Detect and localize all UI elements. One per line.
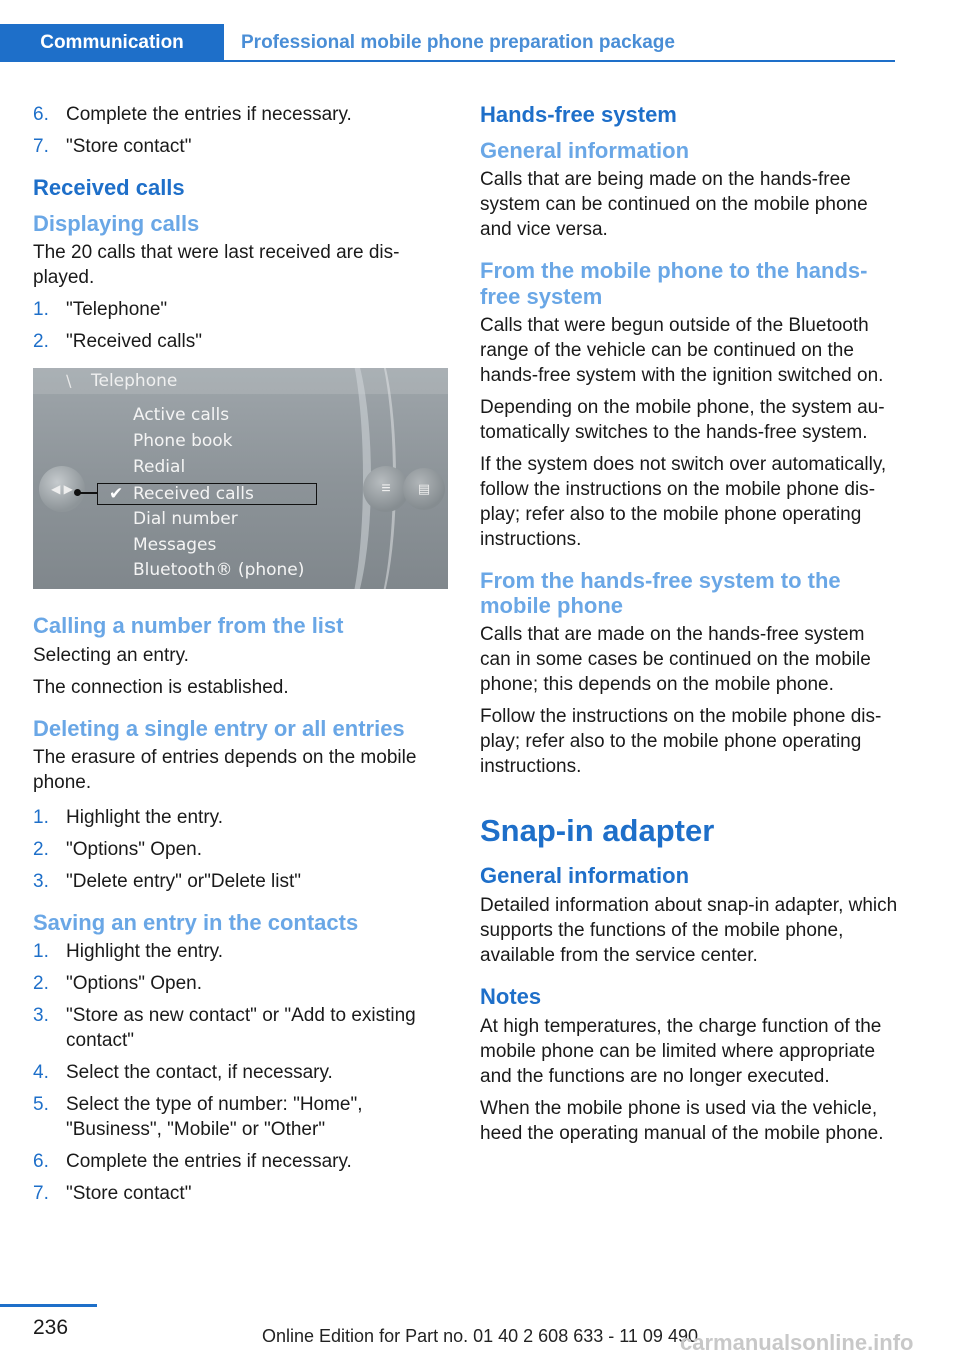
list-text: "Delete entry" or"Delete list": [66, 870, 302, 892]
displaying-text: The 20 calls that were last received are displayed.: [33, 242, 400, 289]
settings-knob-icon: ≡: [363, 466, 409, 512]
list-text: Complete the entries if necessary.: [66, 1151, 352, 1173]
list-number: 3.: [33, 1005, 49, 1027]
list-text: "Telephone": [66, 299, 168, 321]
handsfree-heading: Hands-free system: [480, 102, 677, 127]
right-column: [480, 102, 898, 1153]
list-number: 2.: [33, 838, 49, 860]
calling-text: The connection is established.: [33, 676, 289, 698]
list-text: "Options" Open.: [66, 838, 203, 860]
to-mobile-text: Follow the instructions on the mobile phone display; refer also to the mobile phone operating instructions.: [480, 706, 882, 778]
list-item: [33, 1181, 451, 1206]
deleting-steps: [33, 805, 451, 894]
screen-title: Telephone: [91, 371, 178, 392]
selection-highlight: [97, 483, 317, 505]
list-text: "Store contact": [66, 1183, 192, 1205]
pre-list: [33, 102, 451, 159]
list-item: [33, 1092, 451, 1142]
to-handsfree-text: If the system does not switch over automatically, follow the instructions on the mobile phone display; refer also to the mobile phone operating instructions.: [480, 453, 887, 550]
list-item: [33, 329, 451, 354]
menu-item-received-calls[interactable]: Received calls: [133, 484, 254, 505]
display-steps: [33, 297, 451, 354]
list-number: 4.: [33, 1062, 49, 1084]
to-handsfree-text: Depending on the mobile phone, the system automatically switches to the hands-free system.: [480, 396, 885, 443]
deleting-heading: Deleting a single entry or all entries: [33, 715, 405, 741]
list-text: Complete the entries if necessary.: [66, 104, 352, 125]
list-item: [33, 1149, 451, 1174]
list-item: [33, 297, 451, 322]
list-text: "Received calls": [66, 331, 202, 353]
left-column: [33, 102, 451, 1216]
received-calls-heading: Received calls: [33, 175, 185, 200]
list-item: [33, 971, 451, 996]
list-text: Highlight the entry.: [66, 941, 224, 963]
section-title: Professional mobile phone preparation package: [241, 32, 675, 53]
notes-heading: Notes: [480, 984, 542, 1010]
list-number: 1.: [33, 299, 49, 321]
list-number: 3.: [33, 870, 49, 892]
displaying-calls-heading: Displaying calls: [33, 210, 200, 236]
menu-item-redial[interactable]: Redial: [133, 457, 186, 478]
telephone-menu-screenshot: [33, 368, 448, 589]
menu-item-dial-number[interactable]: Dial number: [133, 509, 238, 530]
list-number: 6.: [33, 1151, 49, 1173]
page-header: [0, 24, 895, 62]
edition-text: Online Edition for Part no. 01 40 2 608 633 - 11 09 490: [262, 1326, 698, 1346]
list-item: [33, 1060, 451, 1085]
menu-item-phone-book[interactable]: Phone book: [133, 431, 233, 452]
options-knob-icon: ▤: [403, 468, 445, 510]
to-handsfree-text: Calls that were begun outside of the Bluetooth range of the vehicle can be continued on the hands-free system with the ignition switched on.: [480, 314, 884, 386]
header-rule: [224, 60, 895, 62]
list-number: 5.: [33, 1094, 49, 1116]
notes-text: When the mobile phone is used via the vehicle, heed the operating manual of the mobile phone.: [480, 1097, 884, 1144]
list-number: 1.: [33, 941, 49, 963]
calling-text: Selecting an entry.: [33, 644, 189, 666]
snapin-general-text: Detailed information about snap-in adapter, which supports the functions of the mobile phone, available from the service center.: [480, 895, 898, 967]
list-text: Select the contact, if necessary.: [66, 1062, 333, 1084]
snapin-heading: Snap-in adapter: [480, 813, 715, 849]
menu-item-active-calls[interactable]: Active calls: [133, 405, 230, 426]
list-number: 1.: [33, 806, 49, 828]
list-text: Select the type of number: "Home", "Business", "Mobile" or "Other": [66, 1094, 363, 1141]
page-number-rule: [0, 1304, 97, 1307]
menu-item-messages[interactable]: Messages: [133, 535, 217, 556]
to-mobile-text: Calls that are made on the hands-free system can in some cases be continued on the mobile phone; this depends on the mobile phone.: [480, 624, 871, 696]
list-text: Highlight the entry.: [66, 806, 224, 828]
list-number: 7.: [33, 136, 49, 157]
list-number: 6.: [33, 104, 49, 125]
watermark-logo: carmanualsonline.info: [680, 1330, 914, 1355]
list-item: [33, 1003, 451, 1053]
list-number: 2.: [33, 973, 49, 995]
list-item: [33, 805, 451, 830]
chapter-tab[interactable]: Communication: [0, 24, 224, 62]
snapin-general-heading: General information: [480, 863, 690, 889]
check-icon: ✔: [109, 484, 124, 504]
list-number: 7.: [33, 1183, 49, 1205]
list-text: "Store as new contact" or "Add to existing contact": [66, 1005, 416, 1052]
general-text: Calls that are being made on the hands-free system can be continued on the mobile phone and vice versa.: [480, 169, 868, 241]
to-handsfree-heading: From the mobile phone to the hands-free system: [480, 258, 868, 309]
list-item: [33, 837, 451, 862]
page-number: 236: [33, 1316, 69, 1339]
wrench-icon: ∖: [63, 374, 74, 392]
list-item: [33, 134, 451, 159]
to-mobile-heading: From the hands-free system to the mobile phone: [480, 567, 841, 619]
list-item: [33, 939, 451, 964]
deleting-text: The erasure of entries depends on the mobile phone.: [33, 746, 417, 793]
list-text: "Options" Open.: [66, 973, 203, 995]
list-item: [33, 869, 451, 894]
list-text: "Store contact": [66, 136, 192, 157]
notes-text: At high temperatures, the charge function of the mobile phone can be limited where appropriate and the functions are no longer executed.: [480, 1015, 882, 1087]
menu-item-bluetooth-phone[interactable]: Bluetooth® (phone): [133, 560, 305, 581]
list-item: [33, 102, 451, 127]
saving-steps: [33, 939, 451, 1206]
calling-heading: Calling a number from the list: [33, 613, 344, 639]
saving-heading: Saving an entry in the contacts: [33, 909, 359, 935]
controller-knob-icon: ◀ ▶: [39, 466, 85, 512]
list-number: 2.: [33, 331, 49, 353]
general-info-heading: General information: [480, 137, 690, 163]
